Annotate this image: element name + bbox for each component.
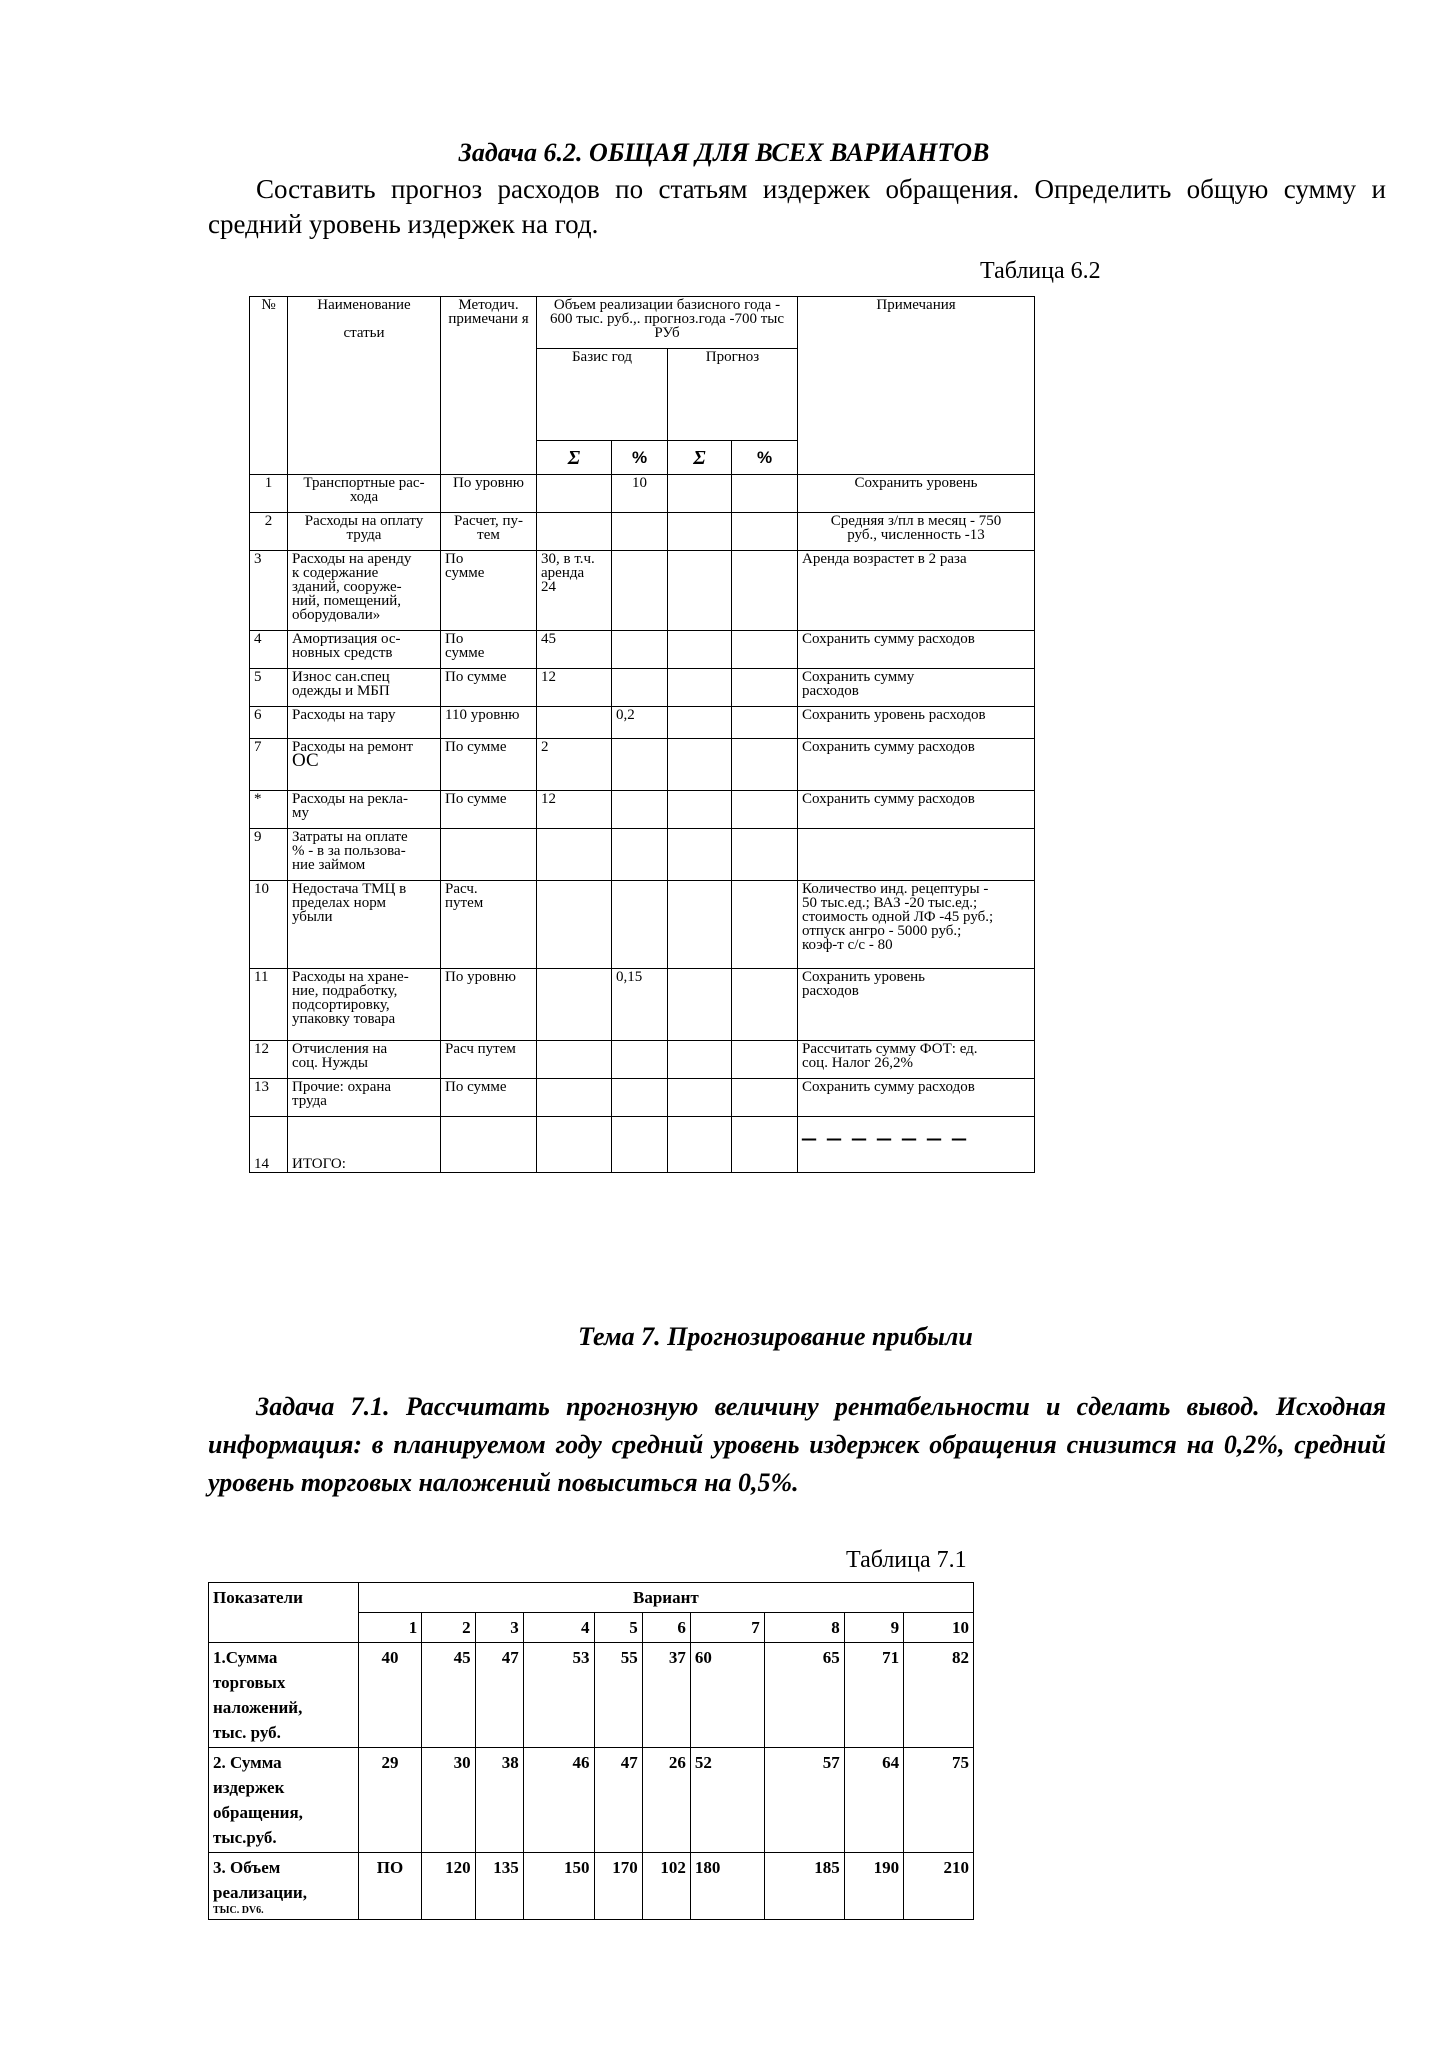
- row-label: [209, 1853, 359, 1920]
- row-num: 12: [250, 1041, 288, 1079]
- row-base-sum: [537, 1117, 612, 1173]
- variant-header-9: 9: [844, 1613, 903, 1643]
- row-method: По уровню: [441, 969, 537, 1041]
- row-value: 46: [523, 1748, 594, 1853]
- row-num: *: [250, 791, 288, 829]
- table-row: [250, 1117, 1035, 1173]
- row-name: Расходы на хране- ние, подработку, подсортировку, упаковку товара: [288, 969, 441, 1041]
- row-base-sum: [537, 707, 612, 739]
- row-forecast-pct: [732, 475, 798, 513]
- row-method: По сумме: [441, 739, 537, 791]
- row-forecast-sum: [668, 1041, 732, 1079]
- header-volume: Объем реализации базисного года - 600 тыс. руб.,. прогноз.года -700 тыс РУб: [537, 297, 798, 349]
- row-method: По уровню: [441, 475, 537, 513]
- row-method: По сумме: [441, 1079, 537, 1117]
- row-num: 6: [250, 707, 288, 739]
- row-note: Средняя з/пл в месяц - 750 руб., численность -13: [798, 513, 1035, 551]
- row-method: По сумме: [441, 551, 537, 631]
- row-name: Расходы на рекла- му: [288, 791, 441, 829]
- row-base-sum: [537, 969, 612, 1041]
- row-value: 210: [904, 1853, 974, 1920]
- row-note: Сохранить сумму расходов: [798, 739, 1035, 791]
- row-name: Износ сан.спец одежды и МБП: [288, 669, 441, 707]
- variant-header-6: 6: [642, 1613, 690, 1643]
- table-row: [250, 513, 1035, 551]
- row-base-sum: 12: [537, 791, 612, 829]
- row-base-pct: 0,15: [612, 969, 668, 1041]
- row-value: 47: [475, 1643, 523, 1748]
- row-base-pct: [612, 551, 668, 631]
- row-name: Отчисления на соц. Нужды: [288, 1041, 441, 1079]
- theme-7-title: Тема 7. Прогнозирование прибыли: [578, 1322, 973, 1351]
- row-base-pct: 10: [612, 475, 668, 513]
- header-forecast: Прогноз: [668, 349, 798, 441]
- header-method: Методич. примечани я: [441, 297, 537, 475]
- table-6-2-caption: Таблица 6.2: [980, 258, 1101, 284]
- row-base-sum: [537, 475, 612, 513]
- row-base-pct: [612, 739, 668, 791]
- table-row: [250, 551, 1035, 631]
- row-note: Сохранить сумму расходов: [798, 1079, 1035, 1117]
- row-forecast-sum: [668, 791, 732, 829]
- row-num: 4: [250, 631, 288, 669]
- row-base-sum: [537, 513, 612, 551]
- row-base-pct: [612, 513, 668, 551]
- row-note: Сохранить уровень расходов: [798, 969, 1035, 1041]
- variant-header-8: 8: [764, 1613, 844, 1643]
- row-note: Рассчитать сумму ФОТ: ед. соц. Налог 26,2%: [798, 1041, 1035, 1079]
- row-base-pct: [612, 1117, 668, 1173]
- row-method: Расч. путем: [441, 881, 537, 969]
- row-value: 38: [475, 1748, 523, 1853]
- variant-header-4: 4: [523, 1613, 594, 1643]
- row-num: 9: [250, 829, 288, 881]
- header-base-sum: Σ: [537, 441, 612, 475]
- row-forecast-pct: [732, 969, 798, 1041]
- row-value: 60: [690, 1643, 764, 1748]
- table-row: [250, 669, 1035, 707]
- header-base: Базис год: [537, 349, 668, 441]
- row-name: Расходы на оплату труда: [288, 513, 441, 551]
- row-forecast-sum: [668, 707, 732, 739]
- variant-header-10: 10: [904, 1613, 974, 1643]
- row-value: 170: [594, 1853, 642, 1920]
- row-name: [288, 739, 441, 791]
- row-method: По сумме: [441, 669, 537, 707]
- task-7-1-text: [208, 1388, 1386, 1502]
- row-forecast-pct: [732, 1041, 798, 1079]
- task-7-1-label: Задача 7.1.: [256, 1392, 390, 1421]
- row-note: Сохранить сумму расходов: [798, 791, 1035, 829]
- table-7-1: [208, 1582, 974, 1920]
- row-base-pct: [612, 1079, 668, 1117]
- row-note: Сохранить уровень расходов: [798, 707, 1035, 739]
- row-base-sum: [537, 1079, 612, 1117]
- row-forecast-pct: [732, 707, 798, 739]
- row-forecast-sum: [668, 513, 732, 551]
- table-7-1-body: [209, 1643, 974, 1920]
- table-6-2-body: [250, 475, 1035, 1173]
- row-base-pct: [612, 669, 668, 707]
- row-value: 71: [844, 1643, 903, 1748]
- row-base-pct: [612, 1041, 668, 1079]
- row-forecast-sum: [668, 881, 732, 969]
- row-note: – – – – – – –: [798, 1117, 1035, 1173]
- row-label: [209, 1748, 359, 1853]
- row-num: 5: [250, 669, 288, 707]
- variant-header-1: 1: [358, 1613, 422, 1643]
- row-num: 7: [250, 739, 288, 791]
- task-7-1-body: Рассчитать прогнозную величину рентабельности и сделать вывод. Исходная информация: в планируемом году средний уровень издержек обращения снизится на 0,2%, средний уровень торговых наложений повыситься на 0,5%.: [208, 1392, 1386, 1497]
- row-method: По сумме: [441, 631, 537, 669]
- variant-header-2: 2: [422, 1613, 475, 1643]
- row-value: 57: [764, 1748, 844, 1853]
- row-method: Расчет, пу- тем: [441, 513, 537, 551]
- row-base-sum: [537, 829, 612, 881]
- table-row: [250, 969, 1035, 1041]
- row-label-small: ТЫС. DV6.: [213, 1905, 264, 1916]
- row-forecast-sum: [668, 551, 732, 631]
- row-method: По сумме: [441, 791, 537, 829]
- row-value: 29: [358, 1748, 422, 1853]
- row-method: 110 уровню: [441, 707, 537, 739]
- row-num: 13: [250, 1079, 288, 1117]
- row-value: 52: [690, 1748, 764, 1853]
- row-value: 150: [523, 1853, 594, 1920]
- row-name-line2: ОС: [292, 750, 319, 771]
- row-value: 65: [764, 1643, 844, 1748]
- row-forecast-sum: [668, 631, 732, 669]
- row-note: Сохранить сумму расходов: [798, 631, 1035, 669]
- header-notes: Примечания: [798, 297, 1035, 475]
- row-base-pct: [612, 881, 668, 969]
- row-base-sum: [537, 1041, 612, 1079]
- row-base-sum: 2: [537, 739, 612, 791]
- variant-header-5: 5: [594, 1613, 642, 1643]
- table-6-2: [249, 296, 1035, 1173]
- header-num: №: [250, 297, 288, 475]
- row-base-pct: [612, 631, 668, 669]
- row-note: [798, 829, 1035, 881]
- row-value: 120: [422, 1853, 475, 1920]
- table-row: [209, 1853, 974, 1920]
- row-value: 180: [690, 1853, 764, 1920]
- row-value: 102: [642, 1853, 690, 1920]
- row-label-text: 3. Объем реализации,: [213, 1858, 307, 1902]
- row-num: 1: [250, 475, 288, 513]
- row-note: Аренда возрастет в 2 раза: [798, 551, 1035, 631]
- row-note: Сохранить уровень: [798, 475, 1035, 513]
- header-forecast-pct: %: [732, 441, 798, 475]
- row-base-sum: 12: [537, 669, 612, 707]
- table-row: [250, 739, 1035, 791]
- row-name: Прочие: охрана труда: [288, 1079, 441, 1117]
- row-forecast-pct: [732, 631, 798, 669]
- row-forecast-pct: [732, 739, 798, 791]
- row-base-pct: [612, 829, 668, 881]
- row-note: Сохранить сумму расходов: [798, 669, 1035, 707]
- table-row: [209, 1748, 974, 1853]
- row-forecast-sum: [668, 475, 732, 513]
- task-6-2-title: Задача 6.2. ОБЩАЯ ДЛЯ ВСЕХ ВАРИАНТОВ: [458, 138, 990, 167]
- variant-header-7: 7: [690, 1613, 764, 1643]
- row-value: 82: [904, 1643, 974, 1748]
- row-value: 26: [642, 1748, 690, 1853]
- row-num: 11: [250, 969, 288, 1041]
- row-forecast-sum: [668, 739, 732, 791]
- row-label: [209, 1643, 359, 1748]
- row-base-pct: [612, 791, 668, 829]
- row-forecast-pct: [732, 829, 798, 881]
- row-forecast-sum: [668, 669, 732, 707]
- table-row: [250, 1079, 1035, 1117]
- row-note: Количество инд. рецептуры - 50 тыс.ед.; ВАЗ -20 тыс.ед.; стоимость одной ЛФ -45 руб.; отпуск ангро - 5000 руб.; коэф-т с/с - 80: [798, 881, 1035, 969]
- row-label-text: 2. Сумма издержек обращения, тыс.руб.: [213, 1753, 303, 1847]
- row-value: 53: [523, 1643, 594, 1748]
- table-row: [209, 1643, 974, 1748]
- row-forecast-sum: [668, 1079, 732, 1117]
- row-method: [441, 1117, 537, 1173]
- row-value: 185: [764, 1853, 844, 1920]
- row-name: Недостача ТМЦ в пределах норм убыли: [288, 881, 441, 969]
- row-name: Затраты на оплате % - в за пользова- ние займом: [288, 829, 441, 881]
- row-value: 37: [642, 1643, 690, 1748]
- row-value: 135: [475, 1853, 523, 1920]
- row-method: [441, 829, 537, 881]
- row-name: Расходы на аренду к содержание зданий, сооруже- ний, помещений, оборудовали»: [288, 551, 441, 631]
- row-base-sum: [537, 881, 612, 969]
- table-row: [250, 631, 1035, 669]
- row-name: ИТОГО:: [288, 1117, 441, 1173]
- row-num: 3: [250, 551, 288, 631]
- row-forecast-pct: [732, 551, 798, 631]
- row-forecast-sum: [668, 829, 732, 881]
- header-name: [288, 297, 441, 475]
- table-row: [250, 791, 1035, 829]
- header-base-pct: %: [612, 441, 668, 475]
- row-forecast-pct: [732, 881, 798, 969]
- row-value: 190: [844, 1853, 903, 1920]
- row-name-line1: Расходы на ремонт: [292, 739, 414, 755]
- row-value: 40: [358, 1643, 422, 1748]
- task-6-2-text: Составить прогноз расходов по статьям издержек обращения. Определить общую сумму и средний уровень издержек на год.: [208, 174, 1386, 239]
- row-forecast-pct: [732, 669, 798, 707]
- row-value: 30: [422, 1748, 475, 1853]
- row-name: Транспортные рас- хода: [288, 475, 441, 513]
- row-method: Расч путем: [441, 1041, 537, 1079]
- row-label-text: 1.Сумма торговых наложений, тыс. руб.: [213, 1648, 303, 1742]
- row-num: 2: [250, 513, 288, 551]
- row-forecast-pct: [732, 513, 798, 551]
- table-7-1-caption: Таблица 7.1: [846, 1547, 967, 1573]
- variant-header-3: 3: [475, 1613, 523, 1643]
- row-value: 75: [904, 1748, 974, 1853]
- header-forecast-sum: Σ: [668, 441, 732, 475]
- row-value: 47: [594, 1748, 642, 1853]
- row-value: 64: [844, 1748, 903, 1853]
- row-name: Расходы на тару: [288, 707, 441, 739]
- row-forecast-pct: [732, 1079, 798, 1117]
- row-num: 10: [250, 881, 288, 969]
- row-base-pct: 0,2: [612, 707, 668, 739]
- row-value: 45: [422, 1643, 475, 1748]
- row-value: ПО: [358, 1853, 422, 1920]
- table-row: [250, 475, 1035, 513]
- row-base-sum: 45: [537, 631, 612, 669]
- row-forecast-sum: [668, 1117, 732, 1173]
- header-indicators: Показатели: [209, 1583, 359, 1643]
- row-forecast-pct: [732, 1117, 798, 1173]
- header-name-top: Наименование: [317, 297, 411, 313]
- row-value: 55: [594, 1643, 642, 1748]
- table-row: [250, 1041, 1035, 1079]
- table-row: [250, 707, 1035, 739]
- row-base-sum: 30, в т.ч. аренда 24: [537, 551, 612, 631]
- header-name-bottom: статьи: [343, 325, 385, 341]
- row-name: Амортизация ос- новных средств: [288, 631, 441, 669]
- row-num: 14: [250, 1117, 288, 1173]
- row-forecast-pct: [732, 791, 798, 829]
- table-row: [250, 829, 1035, 881]
- row-forecast-sum: [668, 969, 732, 1041]
- header-variant: Вариант: [358, 1583, 973, 1613]
- table-row: [250, 881, 1035, 969]
